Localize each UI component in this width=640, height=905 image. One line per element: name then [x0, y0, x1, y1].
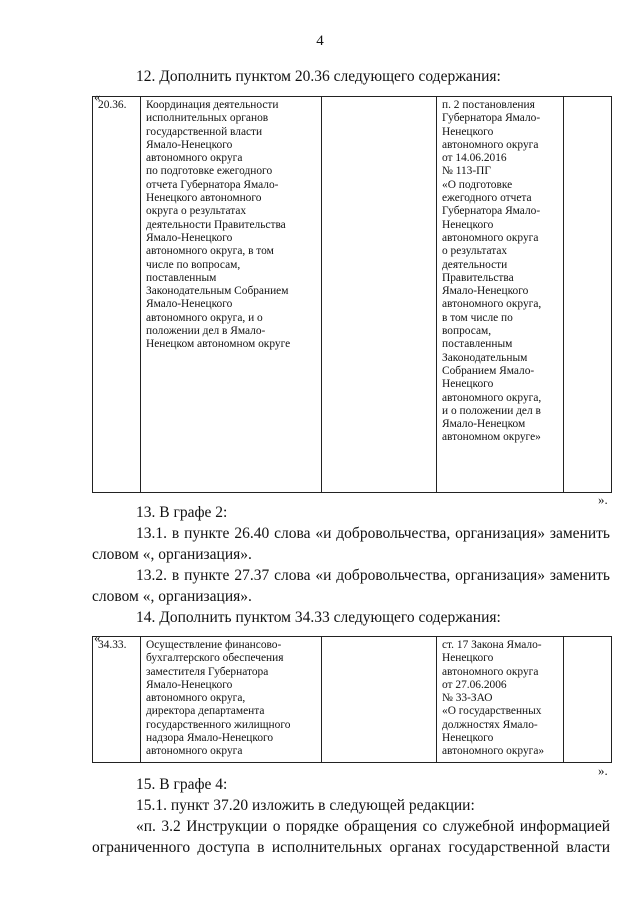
cell-reference	[437, 97, 564, 493]
cell-line: Ненецком автономном округе	[146, 338, 291, 351]
item-13-1: 13.1. в пункте 26.40 слова «и добровольчества, организация» заменить	[136, 525, 610, 542]
cell-line: государственного жилищного	[146, 718, 291, 731]
cell-line: по подготовке ежегодного	[146, 165, 273, 178]
cell-line: «О подготовке	[442, 178, 513, 191]
cell-line: Ненецкого автономного	[146, 192, 262, 205]
cell-line: автономного округа	[146, 745, 243, 758]
cell-line: автономного округа,	[442, 391, 542, 404]
cell-line: Губернатора Ямало-	[442, 205, 541, 218]
cell-line: директора департамента	[146, 705, 265, 718]
cell-line: Ненецкого	[442, 652, 494, 665]
table-row	[93, 97, 612, 493]
cell-line: деятельности Правительства	[146, 218, 286, 231]
cell-line: автономном округе»	[442, 431, 541, 444]
cell-line: автономного округа	[442, 665, 539, 678]
cell-line: «О государственных	[442, 705, 542, 718]
cell-line: заместителя Губернатора	[146, 665, 269, 678]
cell-line: Ненецкого	[442, 378, 494, 391]
cell-line: бухгалтерского обеспечения	[146, 652, 284, 665]
cell-line: Ямало-Ненецкого	[146, 138, 233, 151]
cell-reference	[437, 637, 564, 763]
cell-line: Правительства	[442, 271, 514, 284]
table-20-36	[92, 96, 612, 493]
cell-line: автономного округа	[442, 138, 539, 151]
cell-number: 20.36.	[93, 97, 141, 493]
cell-line: отчета Губернатора Ямало-	[146, 178, 279, 191]
item-13-2: 13.2. в пункте 27.37 слова «и добровольчества, организация» заменить	[136, 567, 610, 584]
cell-line: ст. 17 Закона Ямало-	[442, 639, 542, 651]
cell-line: Ямало-Ненецкого	[442, 285, 529, 298]
cell-line: и о положении дел в	[442, 404, 541, 417]
cell-line: государственной власти	[146, 125, 263, 138]
cell-line: ежегодного отчета	[442, 192, 532, 205]
item-15-1: 15.1. пункт 37.20 изложить в следующей редакции:	[136, 797, 475, 814]
cell-line: вопросам,	[442, 325, 492, 338]
open-quote-2: «	[94, 630, 101, 645]
close-quote-1: ».	[598, 492, 608, 507]
close-quote-2: ».	[598, 763, 608, 778]
cell-line: Губернатора Ямало-	[442, 112, 541, 125]
cell-line: автономного округа»	[442, 745, 545, 758]
table-34-33	[92, 636, 612, 763]
cell-line: № 113-ПГ	[442, 165, 491, 178]
cell-line: п. 2 постановления	[442, 99, 535, 111]
cell-line: надзора Ямало-Ненецкого	[146, 732, 274, 745]
cell-line: Ямало-Ненецкого	[146, 298, 233, 311]
cell-number: 34.33.	[93, 637, 141, 763]
cell-line: Законодательным	[442, 351, 528, 364]
cell-line: Осуществление финансово-	[146, 639, 282, 651]
cell-line: Ненецкого	[442, 732, 494, 745]
cell-empty	[564, 97, 612, 493]
cell-line: автономного округа, и о	[146, 311, 263, 324]
cell-line: Собранием Ямало-	[442, 364, 535, 377]
page-number: 4	[316, 33, 324, 49]
cell-line: Координация деятельности	[146, 99, 279, 111]
item-13: 13. В графе 2:	[136, 504, 228, 521]
item-15: 15. В графе 4:	[136, 776, 228, 793]
cell-line: Ненецкого	[442, 125, 494, 138]
cell-line: исполнительных органов	[146, 112, 269, 125]
cell-line: автономного округа	[146, 152, 243, 165]
cell-description	[141, 97, 322, 493]
cell-line: округа о результатах	[146, 205, 247, 218]
item-13-1-cont: словом «, организация».	[92, 546, 252, 563]
cell-line: от 14.06.2016	[442, 152, 507, 165]
cell-line: от 27.06.2006	[442, 678, 507, 691]
cell-line: Ненецкого	[442, 218, 494, 231]
cell-line: № 33-ЗАО	[442, 692, 493, 705]
cell-line: числе по вопросам,	[146, 258, 241, 271]
quote-line-1: «п. 3.2 Инструкции о порядке обращения со служебной информацией	[136, 818, 610, 835]
table-row	[93, 637, 612, 763]
cell-line: Ямало-Ненецкого	[146, 678, 233, 691]
item-13-2-cont: словом «, организация».	[92, 588, 252, 605]
item-14: 14. Дополнить пунктом 34.33 следующего содержания:	[136, 609, 501, 626]
cell-empty	[322, 97, 437, 493]
cell-line: поставленным	[146, 271, 217, 284]
cell-line: в том числе по	[442, 311, 513, 324]
cell-line: Ямало-Ненецкого	[146, 231, 233, 244]
cell-line: положении дел в Ямало-	[146, 325, 266, 338]
cell-line: поставленным	[442, 338, 513, 351]
open-quote-1: «	[94, 89, 101, 104]
item-12: 12. Дополнить пунктом 20.36 следующего содержания:	[136, 68, 501, 85]
cell-line: автономного округа,	[442, 298, 542, 311]
cell-line: автономного округа, в том	[146, 245, 274, 258]
cell-empty	[322, 637, 437, 763]
cell-line: автономного округа	[442, 231, 539, 244]
cell-line: о результатах	[442, 245, 508, 258]
cell-empty	[564, 637, 612, 763]
cell-line: Ямало-Ненецком	[442, 418, 526, 431]
cell-line: Законодательным Собранием	[146, 285, 289, 298]
quote-line-2: ограниченного доступа в исполнительных органах государственной власти	[92, 839, 610, 856]
cell-line: должностях Ямало-	[442, 718, 538, 731]
cell-line: деятельности	[442, 258, 508, 271]
cell-description	[141, 637, 322, 763]
cell-line: автономного округа,	[146, 692, 246, 705]
